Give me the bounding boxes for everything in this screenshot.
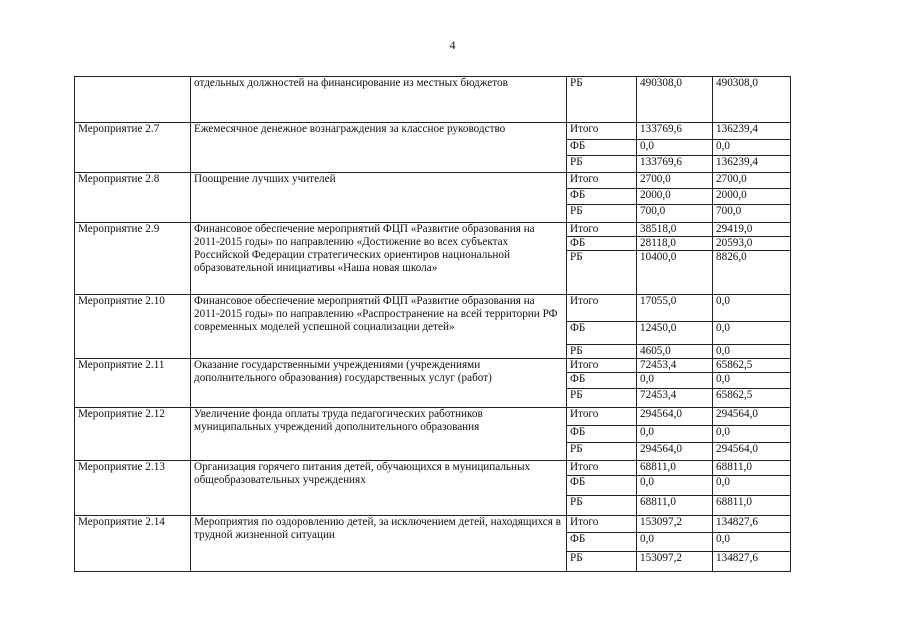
- amount-cell-1: 153097,2: [637, 516, 713, 533]
- amount-cell-2: 700,0: [713, 205, 791, 223]
- measure-cell: Мероприятие 2.9: [75, 223, 191, 295]
- amount-cell-2: 134827,6: [713, 552, 791, 572]
- description-cell: Финансовое обеспечение мероприятий ФЦП «Развитие образования на 2011-2015 годы» по направлению «Достижение во всех субъектах Российской Федерации стратегических ориентиров национальной образовательной инициативы «Наша новая школа»: [191, 223, 567, 295]
- description-cell: Увеличение фонда оплаты труда педагогических работников муниципальных учреждений дополнительного образования: [191, 408, 567, 461]
- description-cell: Оказание государственными учреждениями (учреждениями дополнительного образования) государственных услуг (работ): [191, 359, 567, 408]
- funding-source-cell: РБ: [567, 251, 637, 295]
- amount-cell-1: 10400,0: [637, 251, 713, 295]
- amount-cell-1: 72453,4: [637, 389, 713, 408]
- amount-cell-2: 0,0: [713, 140, 791, 156]
- funding-source-cell: ФБ: [567, 140, 637, 156]
- funding-source-cell: Итого: [567, 295, 637, 322]
- amount-cell-1: 68811,0: [637, 496, 713, 516]
- description-cell: Поощрение лучших учителей: [191, 173, 567, 223]
- amount-cell-1: 0,0: [637, 533, 713, 552]
- funding-source-cell: Итого: [567, 516, 637, 533]
- amount-cell-2: 68811,0: [713, 496, 791, 516]
- measure-cell: Мероприятие 2.12: [75, 408, 191, 461]
- measure-cell: Мероприятие 2.13: [75, 461, 191, 516]
- amount-cell-1: 12450,0: [637, 322, 713, 345]
- amount-cell-1: 133769,6: [637, 123, 713, 140]
- measure-cell: [75, 77, 191, 123]
- funding-source-cell: ФБ: [567, 426, 637, 443]
- measure-cell: Мероприятие 2.10: [75, 295, 191, 359]
- funding-source-cell: РБ: [567, 443, 637, 461]
- funding-source-cell: Итого: [567, 359, 637, 373]
- funding-source-cell: ФБ: [567, 322, 637, 345]
- funding-source-cell: РБ: [567, 156, 637, 173]
- funding-source-cell: Итого: [567, 173, 637, 189]
- amount-cell-2: 134827,6: [713, 516, 791, 533]
- table-row: [75, 77, 791, 123]
- amount-cell-2: 20593,0: [713, 237, 791, 251]
- amount-cell-2: 0,0: [713, 426, 791, 443]
- funding-source-cell: РБ: [567, 77, 637, 123]
- amount-cell-1: 0,0: [637, 476, 713, 496]
- funding-source-cell: Итого: [567, 223, 637, 237]
- funding-source-cell: РБ: [567, 205, 637, 223]
- amount-cell-2: 0,0: [713, 345, 791, 359]
- funding-source-cell: ФБ: [567, 237, 637, 251]
- amount-cell-2: 29419,0: [713, 223, 791, 237]
- funding-source-cell: ФБ: [567, 189, 637, 205]
- budget-table: [74, 76, 791, 572]
- amount-cell-2: 8826,0: [713, 251, 791, 295]
- amount-cell-2: 0,0: [713, 322, 791, 345]
- funding-source-cell: ФБ: [567, 533, 637, 552]
- amount-cell-2: 65862,5: [713, 359, 791, 373]
- amount-cell-1: 4605,0: [637, 345, 713, 359]
- description-cell: Организация горячего питания детей, обучающихся в муниципальных общеобразовательных учреждениях: [191, 461, 567, 516]
- table-row: [75, 516, 791, 533]
- table-row: [75, 408, 791, 426]
- amount-cell-1: 490308,0: [637, 77, 713, 123]
- amount-cell-1: 68811,0: [637, 461, 713, 476]
- description-cell: Финансовое обеспечение мероприятий ФЦП «Развитие образования на 2011-2015 годы» по направлению «Распространение на всей территории РФ современных моделей успешной социализации детей»: [191, 295, 567, 359]
- funding-source-cell: Итого: [567, 123, 637, 140]
- amount-cell-2: 294564,0: [713, 443, 791, 461]
- amount-cell-1: 17055,0: [637, 295, 713, 322]
- measure-cell: Мероприятие 2.14: [75, 516, 191, 572]
- amount-cell-1: 0,0: [637, 373, 713, 389]
- funding-source-cell: Итого: [567, 408, 637, 426]
- table-row: [75, 223, 791, 237]
- measure-cell: Мероприятие 2.7: [75, 123, 191, 173]
- table-row: [75, 461, 791, 476]
- amount-cell-1: 28118,0: [637, 237, 713, 251]
- amount-cell-2: 68811,0: [713, 461, 791, 476]
- amount-cell-1: 700,0: [637, 205, 713, 223]
- description-cell: Ежемесячное денежное вознаграждения за классное руководство: [191, 123, 567, 173]
- table-row: [75, 295, 791, 322]
- amount-cell-1: 72453,4: [637, 359, 713, 373]
- funding-source-cell: РБ: [567, 389, 637, 408]
- amount-cell-2: 490308,0: [713, 77, 791, 123]
- amount-cell-1: 0,0: [637, 426, 713, 443]
- budget-table-body: [75, 77, 791, 572]
- page-number: 4: [449, 38, 456, 52]
- amount-cell-1: 2000,0: [637, 189, 713, 205]
- amount-cell-2: 2700,0: [713, 173, 791, 189]
- amount-cell-1: 294564,0: [637, 443, 713, 461]
- funding-source-cell: РБ: [567, 345, 637, 359]
- table-row: [75, 173, 791, 189]
- amount-cell-1: 38518,0: [637, 223, 713, 237]
- funding-source-cell: РБ: [567, 496, 637, 516]
- funding-source-cell: РБ: [567, 552, 637, 572]
- amount-cell-2: 0,0: [713, 476, 791, 496]
- amount-cell-2: 136239,4: [713, 156, 791, 173]
- table-row: [75, 123, 791, 140]
- amount-cell-2: 0,0: [713, 295, 791, 322]
- amount-cell-2: 65862,5: [713, 389, 791, 408]
- amount-cell-2: 0,0: [713, 373, 791, 389]
- amount-cell-2: 2000,0: [713, 189, 791, 205]
- amount-cell-1: 2700,0: [637, 173, 713, 189]
- amount-cell-1: 133769,6: [637, 156, 713, 173]
- amount-cell-2: 136239,4: [713, 123, 791, 140]
- description-cell: Мероприятия по оздоровлению детей, за исключением детей, находящихся в трудной жизненной ситуации: [191, 516, 567, 572]
- table-row: [75, 359, 791, 373]
- funding-source-cell: Итого: [567, 461, 637, 476]
- funding-source-cell: ФБ: [567, 373, 637, 389]
- amount-cell-2: 0,0: [713, 533, 791, 552]
- funding-source-cell: ФБ: [567, 476, 637, 496]
- amount-cell-1: 294564,0: [637, 408, 713, 426]
- amount-cell-1: 153097,2: [637, 552, 713, 572]
- measure-cell: Мероприятие 2.8: [75, 173, 191, 223]
- description-cell: отдельных должностей на финансирование из местных бюджетов: [191, 77, 567, 123]
- measure-cell: Мероприятие 2.11: [75, 359, 191, 408]
- amount-cell-1: 0,0: [637, 140, 713, 156]
- amount-cell-2: 294564,0: [713, 408, 791, 426]
